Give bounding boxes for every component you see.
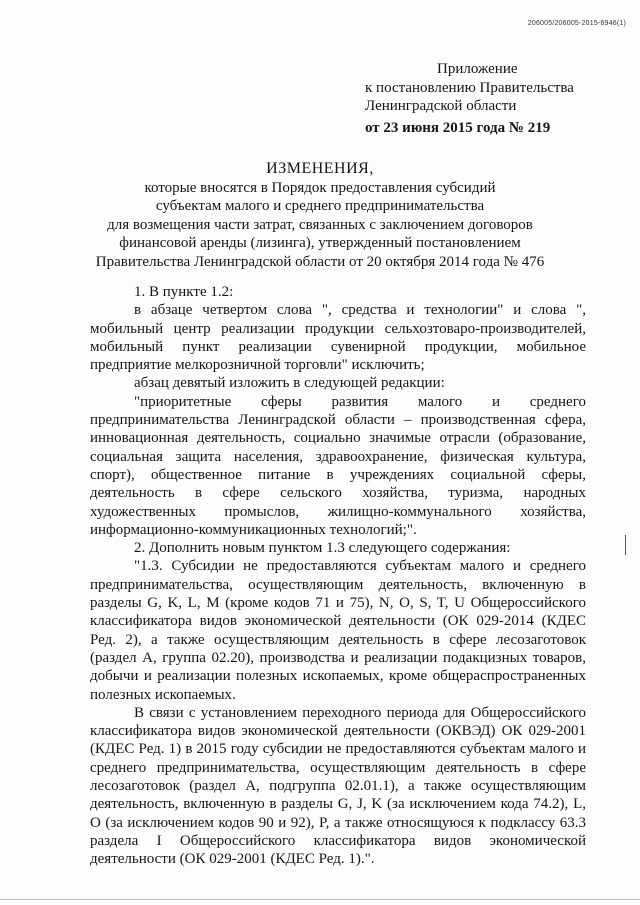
paragraph-clause-1-3: "1.3. Субсидии не предоставляются субъектам малого и среднего предпринимательства, осуществляющим деятельность, включенную в разделы G, K, L, M (кроме кодов 71 и 75), N, O, S, T, U Общероссийского классификатора видов экономической деятельности (ОК 029-2014 (КДЕС Ред. 2), а также осуществляющим деятельность в сфере лесозаготовок (раздел А, группа 02.20), производства и реализации подакцизных товаров, добычи и реализации полезных ископаемых, кроме общераспространенных полезных ископаемых. <box>90 558 586 703</box>
heading-line: для возмещения части затрат, связанных с заключением договоров <box>107 216 533 233</box>
margin-scan-mark <box>625 535 626 555</box>
heading-title: ИЗМЕНЕНИЯ, <box>266 160 374 177</box>
heading-line: финансовой аренды (лизинга), утвержденный постановлением <box>119 235 521 252</box>
heading-line: субъектам малого и среднего предпринимательства <box>155 198 485 215</box>
appendix-header <box>365 60 625 137</box>
paragraph-transition: В связи с установлением переходного периода для Общероссийского классификатора видов экономической деятельности (ОКВЭД) ОК 029-2001 (КДЕС Ред. 1) в 2015 году субсидии не предоставляются субъектам малого и среднего предпринимательства, осуществляющим деятельность в сфере лесозаготовок (раздел А, подгруппа 02.01.1), а также осуществляющим деятельность, включенную в разделы G, J, K (за исключением кода 74.2), L, O (за исключением кодов 90 и 92), P, а также относящуюся к подклассу 63.3 раздела I Общероссийского классификатора видов экономической деятельности (ОК 029-2001 (КДЕС Ред. 1).". <box>90 704 586 868</box>
paragraph-instruction: абзац девятый изложить в следующей редакции: <box>134 375 445 392</box>
appendix-line: Ленинградской области <box>365 98 517 114</box>
document-heading <box>70 160 570 272</box>
document-registration-stamp: 206005/206005-2015-6946(1) <box>527 20 626 27</box>
paragraph-item-1: 1. В пункте 1.2: <box>134 284 234 300</box>
scan-bottom-edge <box>0 899 640 900</box>
appendix-line: Приложение <box>437 61 518 77</box>
document-body <box>90 283 586 869</box>
paragraph-amendment-1: в абзаце четвертом слова ", средства и технологии" и слова ", мобильный центр реализации продукции сельхозтоваро-производителей, мобильный пункт реализации сувенирной продукции, мобильное предприятие мелкорозничной торговли" исключить; <box>90 302 586 374</box>
appendix-line: к постановлению Правительства <box>365 79 574 96</box>
paragraph-item-2: 2. Дополнить новым пунктом 1.3 следующего содержания: <box>134 540 511 557</box>
heading-line: которые вносятся в Порядок предоставления субсидий <box>144 179 496 196</box>
paragraph-priority-sectors: "приоритетные сферы развития малого и среднего предпринимательства Ленинградской области – производственная сфера, инновационная деятельность, социально значимые отрасли (образование, социальная защита населения, здравоохранение, физическая культура, спорт), общественное питание в учреждениях социальной сферы, деятельность в сфере сельского хозяйства, туризма, народных художественных промыслов, жилищно-коммунального хозяйства, информационно-коммуникационных технологий;". <box>90 393 586 538</box>
heading-line: Правительства Ленинградской области от 20 октября 2014 года № 476 <box>95 253 545 270</box>
appendix-date-line: от 23 июня 2015 года № 219 <box>365 119 551 136</box>
